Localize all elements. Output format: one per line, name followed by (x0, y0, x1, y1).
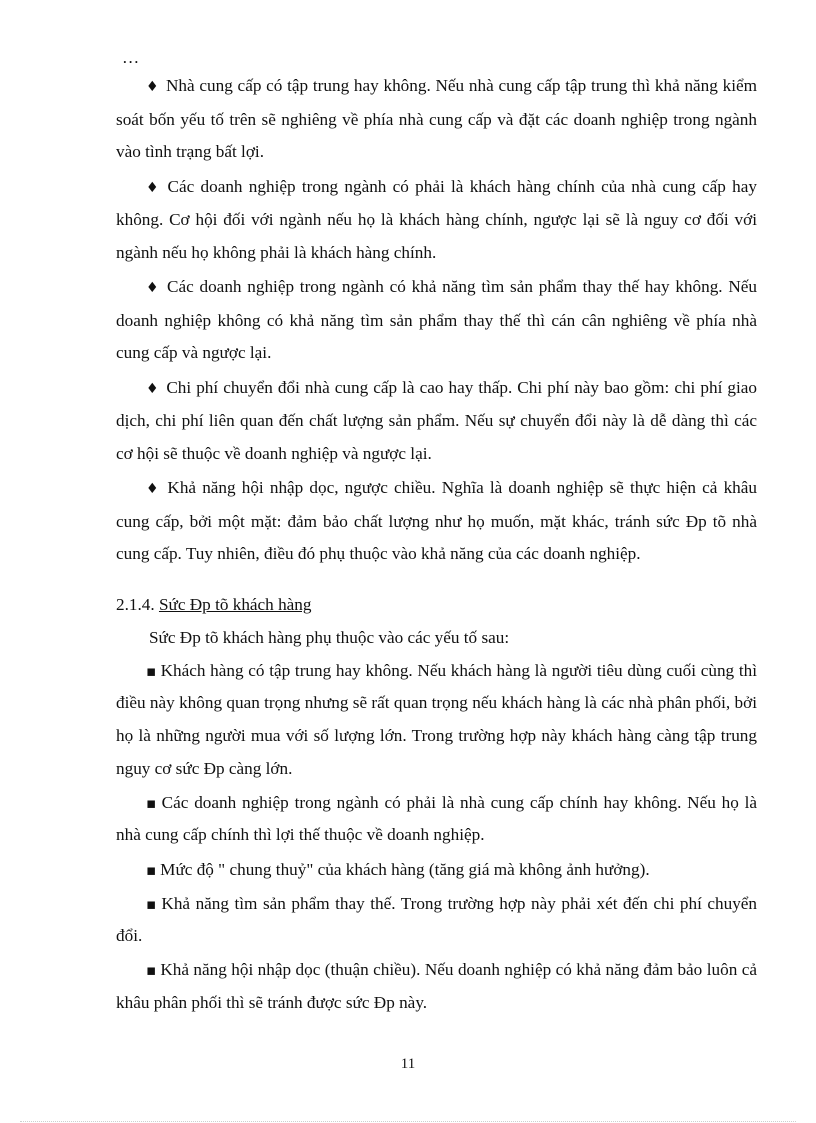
supplier-factor-paragraph: ♦ Các doanh nghiệp trong ngành có phải là khách hàng chính của nhà cung cấp hay không. Cơ hội đối với ngành nếu họ là khách hàng chính, ngược lại sẽ là nguy cơ đối với ngành nếu họ không phải là khách hàng chính. (116, 171, 757, 270)
customer-factor-paragraph: ▪ Mức độ " chung thuỷ" của khách hàng (tăng giá mà không ảnh hưởng). (116, 854, 757, 887)
document-page (116, 46, 757, 1021)
customer-factor-paragraph: ▪ Khả năng tìm sản phẩm thay thế. Trong trường hợp này phải xét đến chi phí chuyển đổi. (116, 888, 757, 953)
section-heading (116, 589, 757, 622)
supplier-factor-paragraph: ♦ Nhà cung cấp có tập trung hay không. Nếu nhà cung cấp tập trung thì khả năng kiểm soát bốn yếu tố trên sẽ nghiêng về phía nhà cung cấp và đặt các doanh nghiệp trong ngành vào tình trạng bất lợi. (116, 70, 757, 169)
supplier-factor-paragraph: ♦ Các doanh nghiệp trong ngành có khả năng tìm sản phẩm thay thế hay không. Nếu doanh nghiệp không có khả năng tìm sản phẩm thay thế thì cán cân nghiêng về phía nhà cung cấp và ngược lại. (116, 271, 757, 370)
customer-factor-paragraph: ▪ Khách hàng có tập trung hay không. Nếu khách hàng là người tiêu dùng cuối cùng thì điều này không quan trọng nhưng sẽ rất quan trọng nếu khách hàng là các nhà phân phối, bởi họ là những người mua với số lượng lớn. Trong trường hợp này khách hàng càng tập trung nguy cơ sức Ðp càng lớn. (116, 655, 757, 786)
supplier-factor-paragraph: ♦ Khả năng hội nhập dọc, ngược chiều. Nghĩa là doanh nghiệp sẽ thực hiện cả khâu cung cấp, bởi một mặt: đảm bảo chất lượng như họ muốn, mặt khác, tránh sức Ðp tõ nhà cung cấp. Tuy nhiên, điều đó phụ thuộc vào khả năng của các doanh nghiệp. (116, 472, 757, 571)
page-number: 11 (400, 1056, 416, 1072)
ellipsis-marker: … (122, 48, 140, 67)
section-intro: Sức Ðp tõ khách hàng phụ thuộc vào các yếu tố sau: (149, 627, 510, 647)
customer-factor-paragraph: ▪ Các doanh nghiệp trong ngành có phải là nhà cung cấp chính hay không. Nếu họ là nhà cung cấp chính thì lợi thế thuộc về doanh nghiệp. (116, 787, 757, 852)
section-number: 2.1.4. (116, 595, 155, 615)
section-title: Sức Ðp tõ khách hàng (158, 595, 312, 615)
customer-factor-paragraph: ▪ Khả năng hội nhập dọc (thuận chiều). Nếu doanh nghiệp có khả năng đảm bảo luôn cả khâu phân phối thì sẽ tránh được sức Ðp này. (116, 954, 757, 1019)
supplier-factor-paragraph: ♦ Chi phí chuyển đổi nhà cung cấp là cao hay thấp. Chi phí này bao gồm: chi phí giao dịch, chi phí liên quan đến chất lượng sản phẩm. Nếu sự chuyển đổi này là dễ dàng thì các cơ hội sẽ thuộc về doanh nghiệp và ngược lại. (116, 372, 757, 471)
footer-divider (20, 1121, 796, 1122)
